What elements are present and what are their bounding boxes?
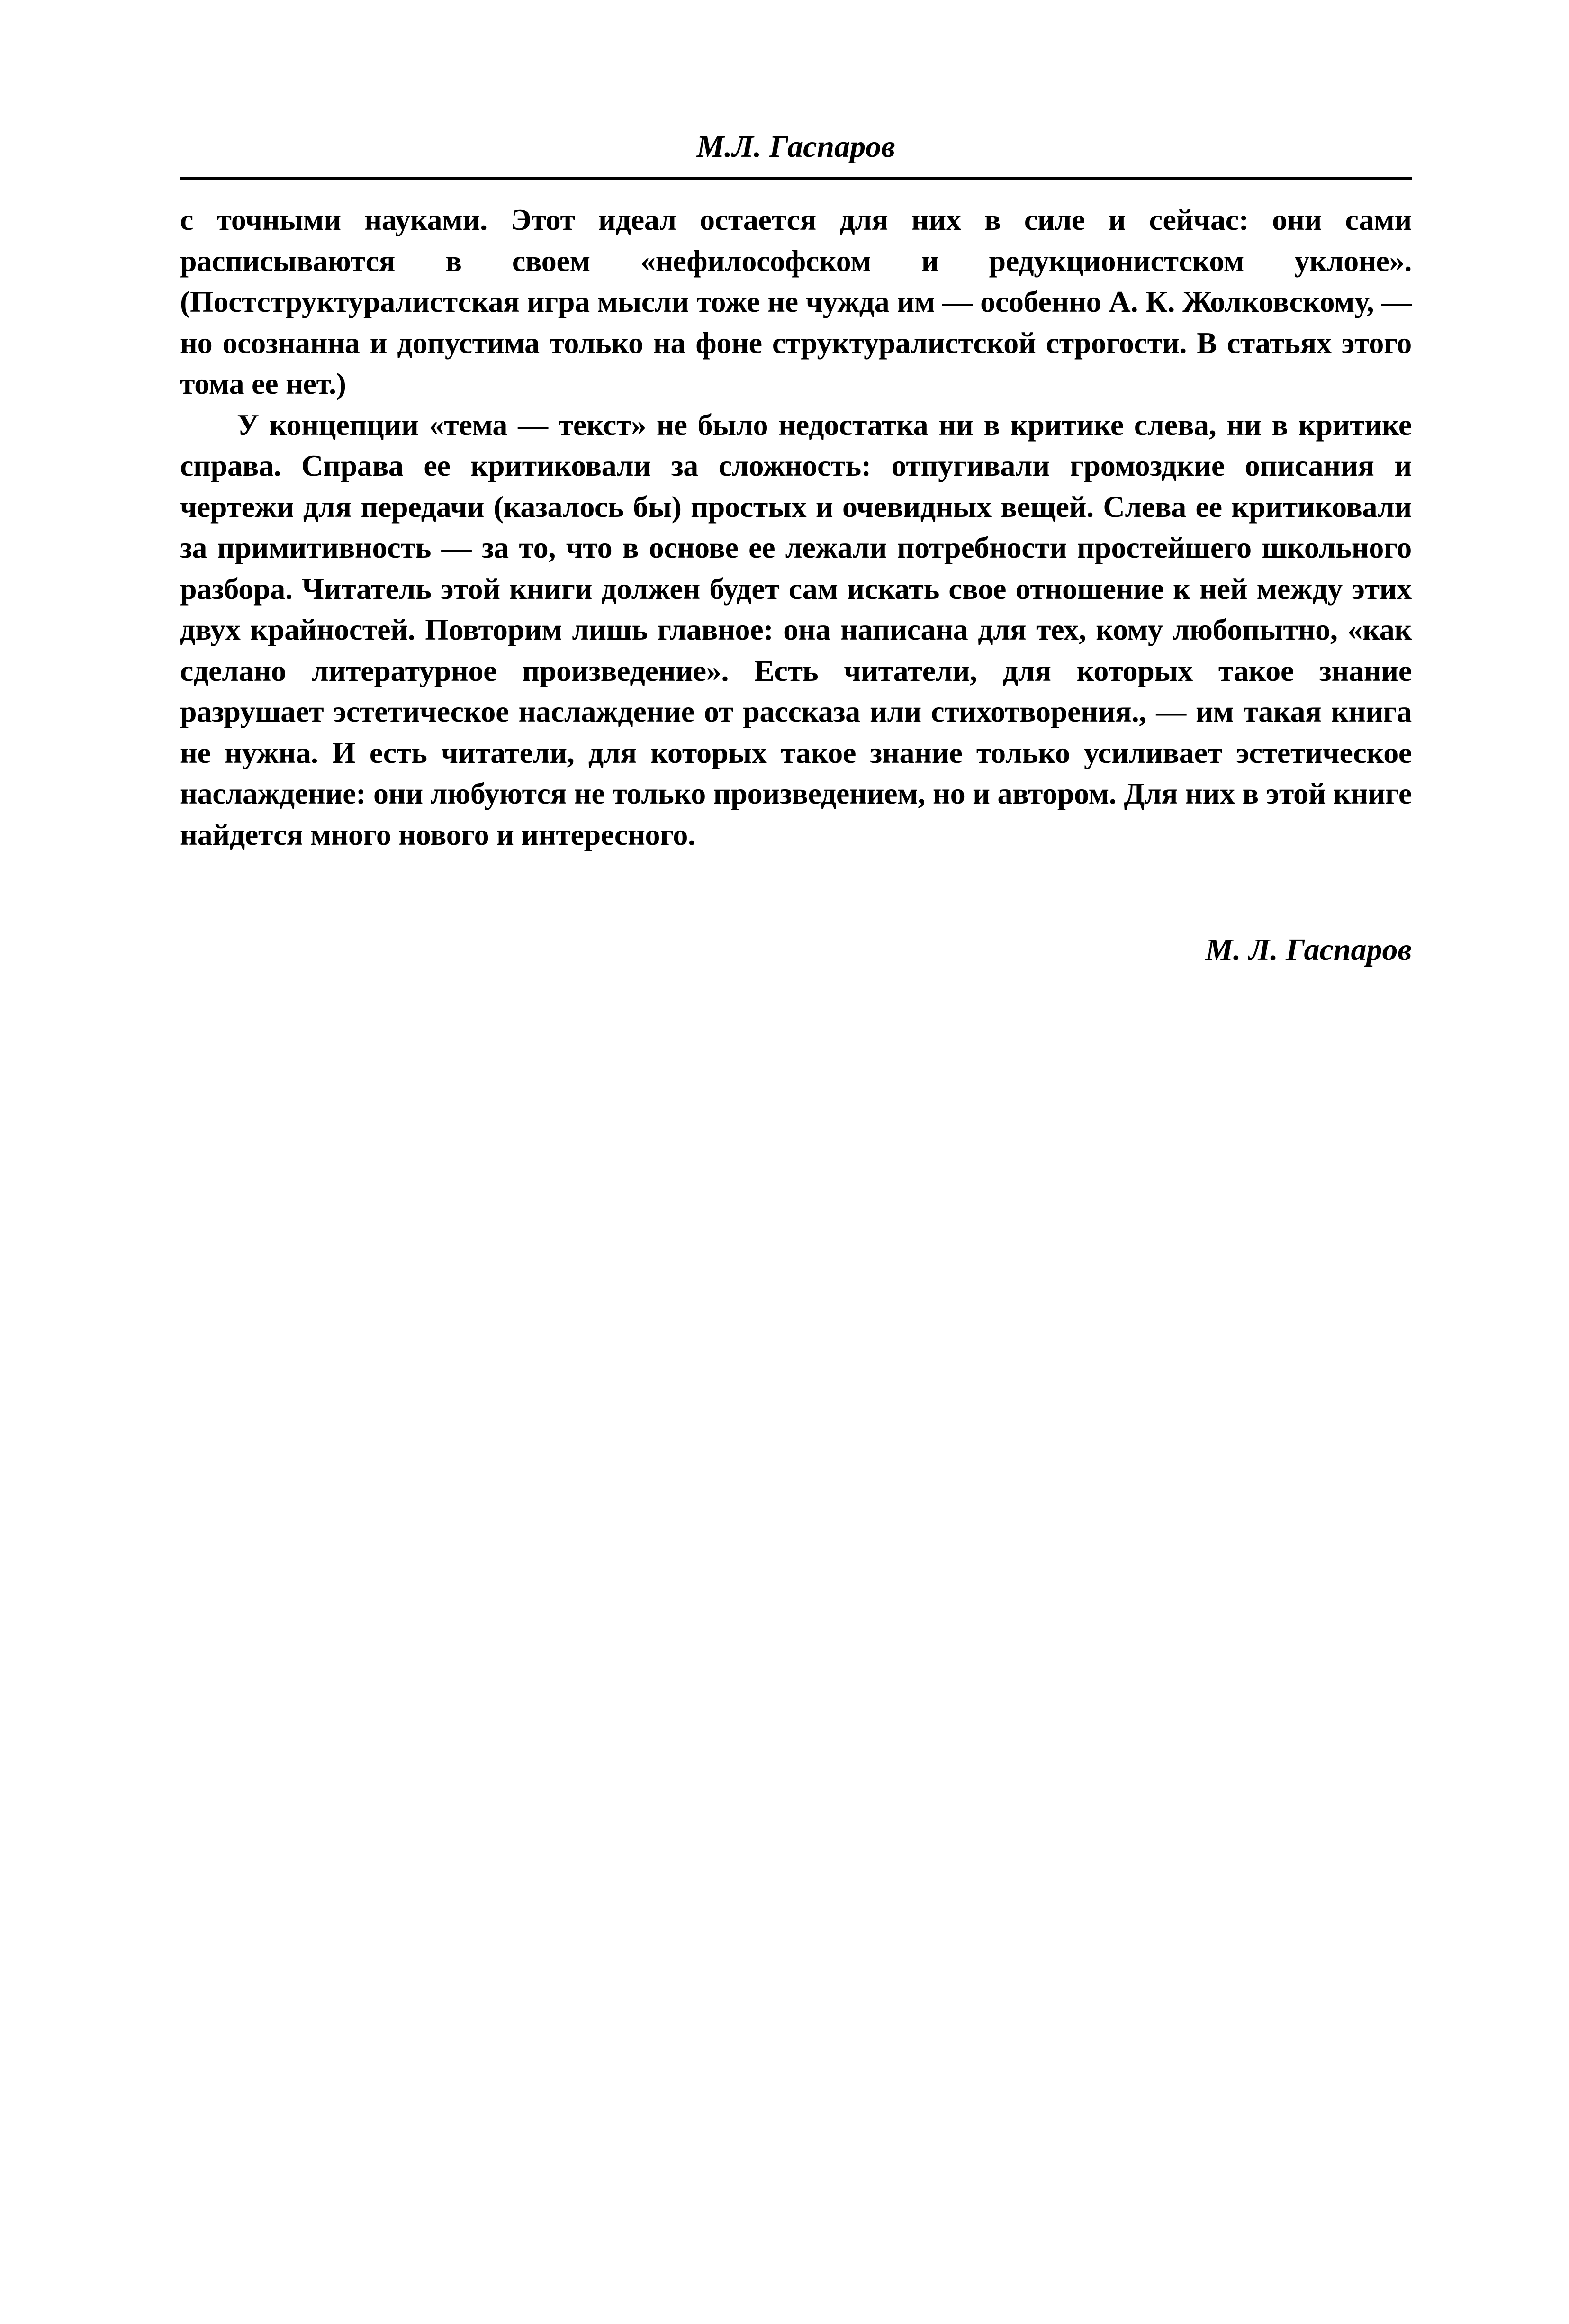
body-text	[180, 199, 1412, 855]
book-page	[180, 128, 1412, 969]
header-rule	[180, 177, 1412, 180]
paragraph-2: У концепции «тема — текст» не было недостатка ни в критике слева, ни в критике справа. Справа ее критиковали за сложность: отпугивали громоздкие описания и чертежи для передачи (казалось бы) простых и очевидных вещей. Слева ее критиковали за примитивность — за то, что в основе ее лежали потребности простейшего школьного разбора. Читатель этой книги должен будет сам искать свое отношение к ней между этих двух крайностей. Повторим лишь главное: она написана для тех, кому любопытно, «как сделано литературное произведение». Есть читатели, для которых такое знание разрушает эстетическое наслаждение от рассказа или стихотворения., — им такая книга не нужна. И есть читатели, для которых такое знание только усиливает эстетическое наслаждение: они любуются не только произведением, но и автором. Для них в этой книге найдется много нового и интересного.	[180, 407, 1412, 851]
paragraph-1: с точными науками. Этот идеал остается для них в силе и сейчас: они сами расписываются в своем «нефилософском и редукционистском уклоне». (Постструктуралистская игра мысли тоже не чужда им — особенно А. К. Жолковскому, — но осознанна и допустима только на фоне структуралистской строгости. В статьях этого тома ее нет.)	[180, 203, 1412, 400]
running-title: М.Л. Гаспаров	[696, 129, 895, 164]
author-signature: М. Л. Гаспаров	[1205, 932, 1412, 967]
